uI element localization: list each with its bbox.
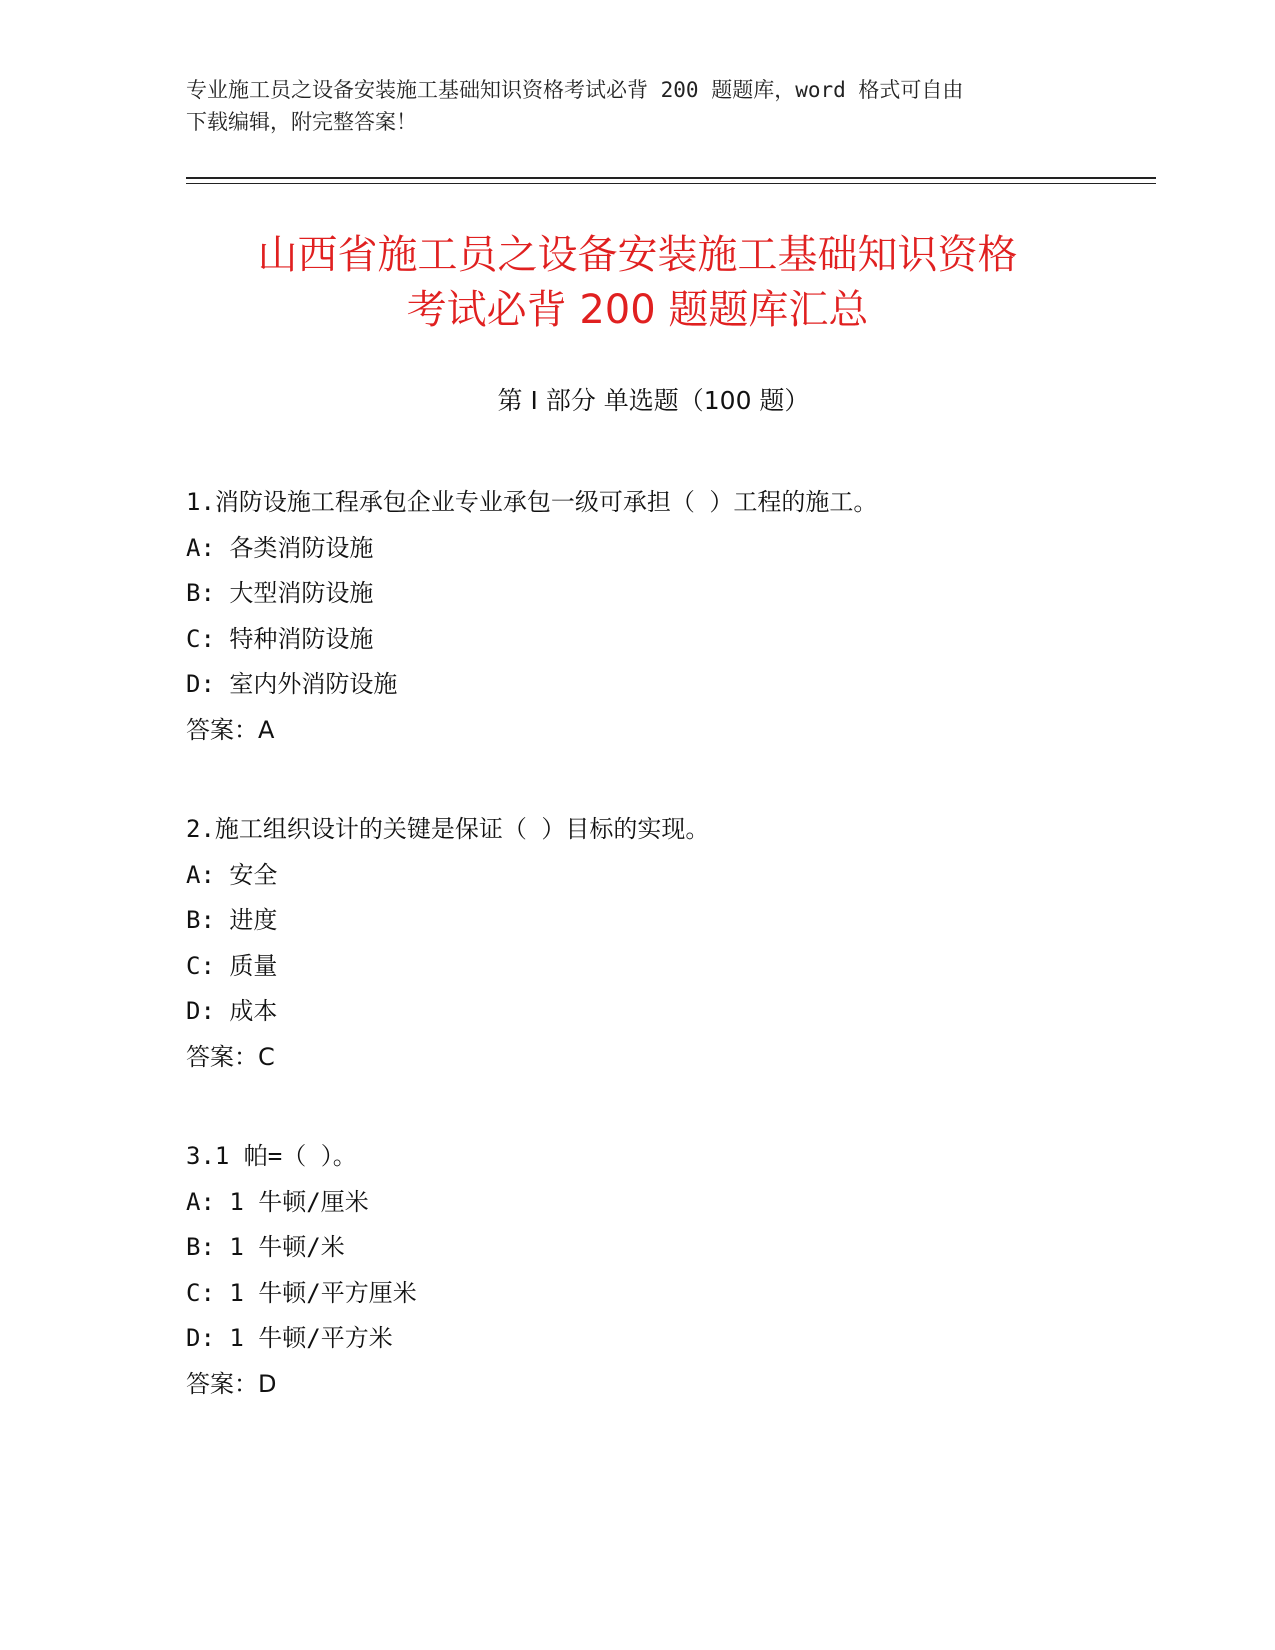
header-note	[186, 74, 1086, 138]
question-option: C: 特种消防设施	[186, 624, 374, 653]
question-list	[186, 480, 1156, 1461]
header-rule	[186, 177, 1156, 179]
question-answer: 答案：A	[186, 715, 275, 744]
question-answer: 答案：D	[186, 1369, 277, 1398]
section-heading: 第 I 部分 单选题（100 题）	[497, 386, 810, 415]
question-option: B: 大型消防设施	[186, 579, 374, 607]
question-option: B: 1 牛顿/米	[186, 1233, 345, 1261]
header-note-line: 下载编辑，附完整答案！	[186, 110, 417, 134]
document-title-line: 山西省施工员之设备安装施工基础知识资格	[257, 232, 1018, 278]
question-option: B: 进度	[186, 906, 278, 934]
question-option: D: 成本	[186, 997, 278, 1025]
header-note-line: 专业施工员之设备安装施工基础知识资格考试必背 200 题题库，word 格式可自由	[186, 78, 964, 102]
question-stem: 1.消防设施工程承包企业专业承包一级可承担（ ）工程的施工。	[186, 488, 878, 516]
question-option: C: 质量	[186, 951, 278, 980]
question-item	[186, 807, 1156, 1080]
header-rule-thin	[186, 183, 1156, 184]
question-answer: 答案：C	[186, 1042, 275, 1071]
question-option: A: 1 牛顿/厘米	[186, 1187, 369, 1216]
question-option: D: 1 牛顿/平方米	[186, 1324, 393, 1352]
question-option: D: 室内外消防设施	[186, 670, 398, 698]
question-stem: 2.施工组织设计的关键是保证（ ）目标的实现。	[186, 815, 710, 843]
question-option: C: 1 牛顿/平方厘米	[186, 1278, 417, 1307]
question-item	[186, 1134, 1156, 1407]
question-option: A: 安全	[186, 860, 278, 889]
question-option: A: 各类消防设施	[186, 533, 374, 562]
question-stem: 3.1 帕=（ ）。	[186, 1142, 357, 1170]
question-item	[186, 480, 1156, 753]
document-title	[120, 228, 1155, 338]
document-title-line: 考试必背 200 题题库汇总	[406, 287, 869, 333]
